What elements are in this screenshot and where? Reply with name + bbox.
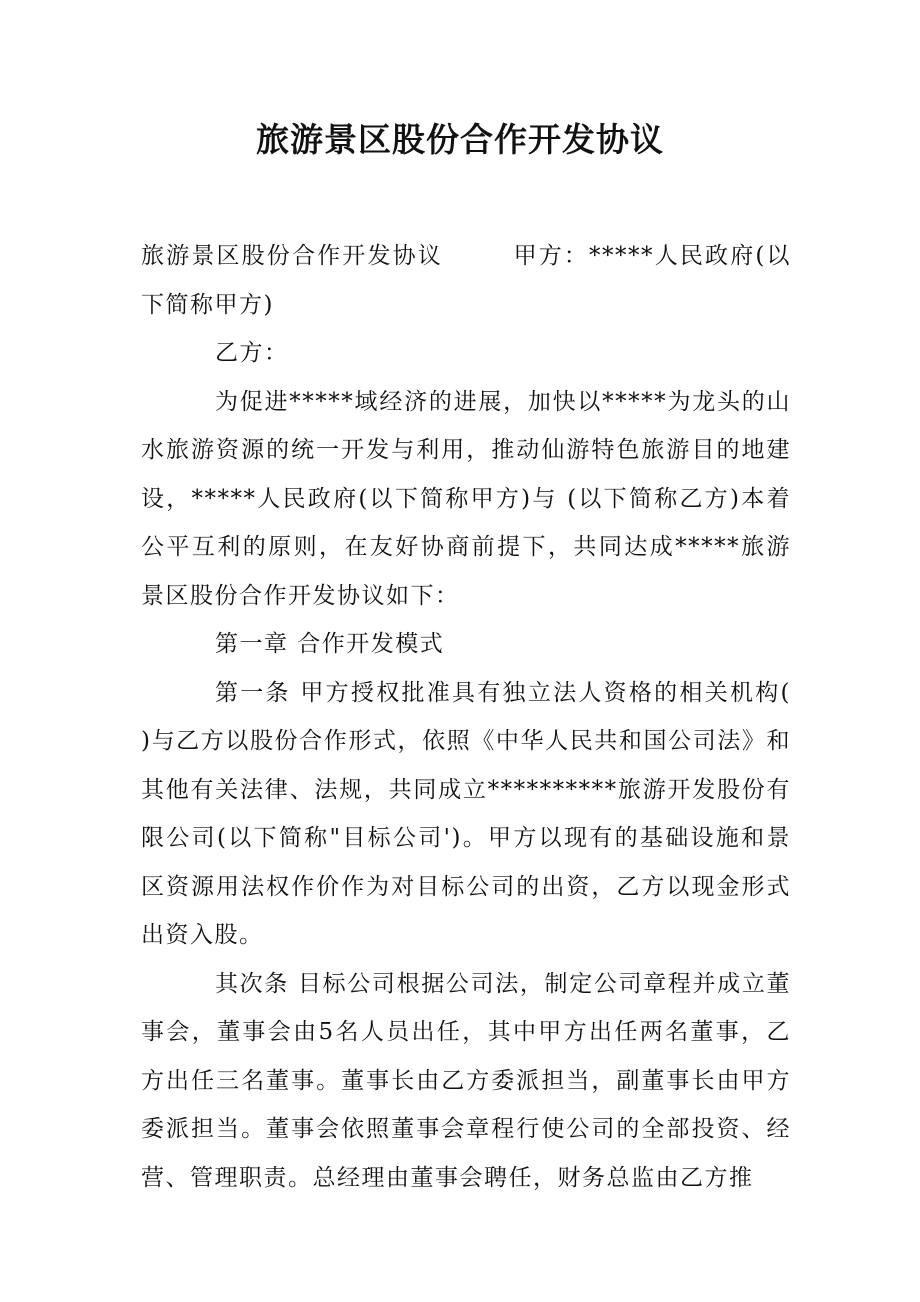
document-body bbox=[141, 232, 791, 1202]
party-b: 乙方： bbox=[215, 340, 289, 366]
paragraph-preamble: 为促进*****域经济的进展，加快以*****为龙头的山水旅游资源的统一开发与利用，推动仙游特色旅游目的地建设，*****人民政府(以下简称甲方)与 (以下简称乙方)本着公平互利的原则，在友好协商前提下，共同达成*****旅游景区股份合作开发协议如下： bbox=[141, 388, 791, 609]
chapter-heading: 第一章 合作开发模式 bbox=[215, 631, 445, 657]
article-1: 第一条 甲方授权批准具有独立法人资格的相关机构( )与乙方以股份合作形式，依照《中华人民共和国公司法》和其他有关法律、法规，共同成立**********旅游开发股份有限公司(以下简称"目标公司')。甲方以现有的基础设施和景区资源用法权作价作为对目标公司的出资，乙方以现金形式出资入股。 bbox=[141, 679, 791, 948]
intro-line bbox=[141, 232, 791, 329]
intro-title: 旅游景区股份合作开发协议 bbox=[141, 243, 443, 269]
document-title: 旅游景区股份合作开发协议 bbox=[256, 120, 664, 159]
article-2: 其次条 目标公司根据公司法，制定公司章程并成立董事会，董事会由5名人员出任，其中甲方出任两名董事，乙方出任三名董事。董事长由乙方委派担当，副董事长由甲方委派担当。董事会依照董事会章程行使公司的全部投资、经营、管理职责。总经理由董事会聘任，财务总监由乙方推 bbox=[141, 970, 791, 1191]
party-a: 甲方：*****人民政府(以下简称甲方) bbox=[141, 243, 791, 318]
